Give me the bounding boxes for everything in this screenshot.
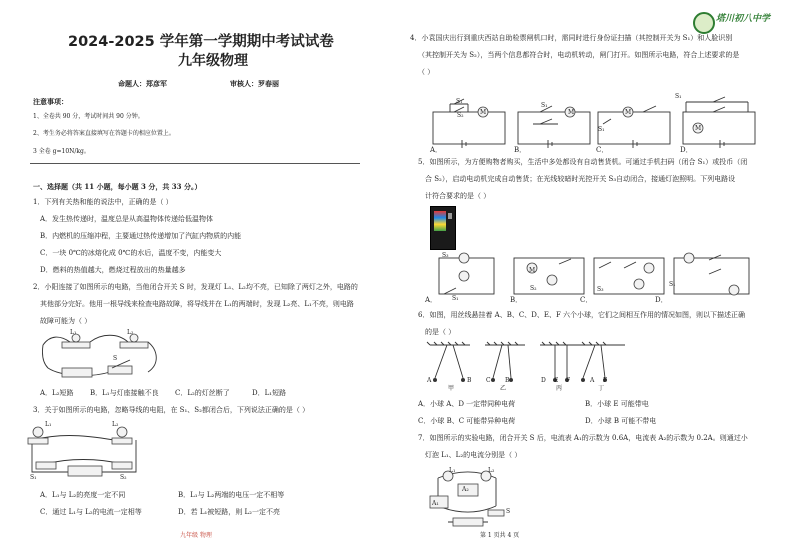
circuit-c — [594, 258, 664, 294]
label-s2: S₂ — [120, 474, 127, 481]
option-c: C．L₂的灯丝断了 — [175, 389, 230, 397]
question-stem: 7．如图所示的实验电路，闭合开关 S 后，电流表 A₁的示数为 0.6A，电流表 A₂的示数为 0.2A。则通过小 — [418, 434, 748, 442]
option-b: B．小球 E 可能带电 — [585, 400, 649, 408]
exam-subtitle: 九年级物理 — [178, 53, 248, 69]
group-label: 乙 — [500, 385, 507, 392]
question-stem: 2．小阳连接了如图所示的电路，当他闭合开关 S 时，发现灯 L₁、L₂均不亮，已知除了两灯之外，电路的 — [33, 283, 358, 291]
q3-circuit-figure — [18, 422, 148, 484]
note-item: 3 全卷 g=10N/kg。 — [33, 148, 90, 155]
lamp-icon — [729, 285, 739, 295]
ball-label: C — [486, 377, 491, 384]
option-b: B．L₁与 L₂两端的电压一定不相等 — [178, 491, 285, 499]
question-stem: 其他部分完好。他用一根导线来检查电路故障，将导线并在 L₁的两端时，发现 L₂亮、L₁不亮，则电路 — [40, 300, 354, 308]
label-l2: L₂ — [127, 329, 134, 336]
question-stem: （ ） — [418, 68, 435, 76]
option-a: A．发生热传递时，温度总是从高温物体传递给低温物体 — [40, 215, 214, 223]
lamp-holder-l1 — [28, 438, 48, 444]
ball-label: A — [427, 377, 432, 384]
label-s1: S₁ — [675, 93, 682, 100]
bulb-icon — [33, 427, 43, 437]
lamp-icon — [547, 275, 557, 285]
label-s: S — [113, 355, 118, 362]
option-c: C．一块 0℃的冰熔化成 0℃的水后，温度不变，内能变大 — [40, 249, 222, 257]
question-stem: 灯泡 L₁、L₂的电流分别是（ ） — [425, 451, 522, 459]
option-c: C． — [580, 296, 593, 304]
lamp-holder-l1 — [62, 342, 90, 348]
note-item: 2、考生务必将答案直接填写在答题卡的相应位置上。 — [33, 130, 175, 137]
reviewer-label: 审核人：罗春丽 — [230, 79, 279, 88]
lamp-icon — [684, 253, 694, 263]
option-a: A． — [430, 146, 443, 154]
option-a: A．小球 A、D 一定带同种电荷 — [418, 400, 516, 408]
label-s3: S₃ — [442, 252, 449, 259]
circuit-c — [598, 112, 670, 144]
vending-machine-image — [430, 206, 456, 250]
option-d: D． — [655, 296, 668, 304]
switch-icon — [112, 462, 132, 469]
lamp-holder-l2 — [120, 342, 148, 348]
notes-heading: 注意事项： — [33, 97, 68, 106]
group-label: 丁 — [598, 385, 605, 392]
option-c: C．小球 B、C 可能带异种电荷 — [418, 417, 516, 425]
switch-icon — [36, 462, 56, 469]
label-l1: L₁ — [70, 329, 77, 336]
school-emblem-icon — [693, 12, 715, 34]
note-item: 1、全卷共 90 分，考试时间共 90 分钟。 — [33, 113, 144, 120]
option-b: B． — [514, 146, 527, 154]
label-l1: L₁ — [449, 467, 456, 474]
label-s1: S₁ — [452, 295, 459, 302]
group-label: 甲 — [448, 385, 455, 392]
question-stem: 计符合要求的是（ ） — [425, 192, 491, 200]
label-s1: S₁ — [669, 281, 676, 288]
label-s3: S₃ — [597, 286, 604, 293]
label-s: S — [506, 508, 511, 515]
circuit-b — [518, 112, 590, 144]
ball-label: F — [603, 377, 608, 384]
label-s1: S₁ — [456, 98, 463, 105]
option-c: C． — [596, 146, 609, 154]
question-stem: 3．关于如图所示的电路，忽略导线的电阻，在 S₁、S₂都闭合后，下列说法正确的是（ ） — [33, 406, 310, 414]
group-label: 丙 — [556, 385, 563, 392]
ball-label: D — [541, 377, 546, 384]
label-a2: A₂ — [462, 486, 469, 493]
option-d: D． — [680, 146, 693, 154]
ball-label: F — [566, 377, 571, 384]
question-stem: 合 S₂），启动电动机完成自动售货；在光线较暗时光控开关 S₃自动闭合，接通灯泡照明。下列电路设 — [425, 175, 736, 183]
lamp-icon — [459, 253, 469, 263]
option-c: C．通过 L₁与 L₂的电流一定相等 — [40, 508, 142, 516]
motor-icon — [459, 271, 469, 281]
option-d: D．若 L₁被短路，则 L₂一定不亮 — [178, 508, 280, 516]
label-s2: S₂ — [530, 285, 537, 292]
ball-label: B — [467, 377, 472, 384]
label-s1: S₁ — [541, 102, 548, 109]
switch-icon — [108, 366, 132, 374]
question-stem: 4．小袁国庆出行到重庆西站自助检票闸机口时，需同时进行身份证扫描（其控制开关为 S₁）和人脸识别 — [410, 34, 733, 42]
question-stem: （其控制开关为 S₂），当两个信息都符合时，电动机转动，闸门打开。如图所示电路，符合上述要求的是 — [418, 51, 740, 59]
school-logo-text: 塔川初八中学 — [716, 14, 771, 24]
q6-pendulum-figure — [425, 342, 755, 392]
exam-title: 2024-2025 学年第一学期期中考试试卷 — [68, 34, 334, 50]
label-s1: S₁ — [30, 474, 37, 481]
option-a: A．L₁与 L₂的亮度一定不同 — [40, 491, 126, 499]
label-motor: M — [568, 109, 575, 116]
option-d: D．小球 B 可能不带电 — [585, 417, 657, 425]
question-stem: 5．如图所示，为方便购物者购买，生活中多处都设有自动售货机。可通过手机扫码（闭合 S₁）或投币（闭 — [418, 158, 748, 166]
label-s2: S₂ — [457, 112, 464, 119]
q7-circuit-figure — [418, 466, 518, 528]
q5-circuit-options — [434, 250, 754, 300]
battery-icon — [62, 368, 92, 377]
label-motor: M — [695, 125, 702, 132]
label-motor: M — [625, 109, 632, 116]
lamp-holder-l2 — [112, 438, 132, 444]
option-a: A．L₂短路 — [40, 389, 74, 397]
section-heading: 一、选择题（共 11 小题，每小题 3 分，共 33 分。） — [33, 182, 202, 191]
label-s1: S₁ — [598, 126, 605, 133]
circuit-a — [433, 112, 505, 144]
label-l2: L₂ — [488, 467, 495, 474]
option-d: D．燃料的热值越大，燃烧过程放出的热量越多 — [40, 266, 186, 274]
battery-icon — [453, 518, 483, 526]
question-stem: 1．下列有关热和能的说法中，正确的是（ ） — [33, 198, 173, 206]
motor-icon — [644, 263, 654, 273]
question-stem: 故障可能为（ ） — [40, 317, 92, 325]
option-b: B．L₁与灯座接触不良 — [90, 389, 159, 397]
battery-icon — [68, 466, 102, 476]
q4-circuit-options — [428, 94, 758, 150]
footer-left: 九年级 物理 — [180, 532, 212, 539]
ball-label: A — [590, 377, 595, 384]
label-motor: M — [529, 267, 536, 274]
author-label: 命题人：郑彦军 — [118, 79, 167, 88]
q2-circuit-figure — [40, 330, 160, 380]
label-motor: M — [480, 109, 487, 116]
option-a: A． — [425, 296, 438, 304]
switch-icon — [488, 510, 504, 516]
ball-label: B — [505, 377, 510, 384]
bulb-icon — [117, 427, 127, 437]
label-l1: L₁ — [45, 421, 52, 428]
question-stem: 的是（ ） — [425, 328, 456, 336]
ball-label: E — [554, 377, 559, 384]
option-b: B． — [510, 296, 523, 304]
footer-page: 第 1 页共 4 页 — [480, 532, 520, 539]
option-b: B．内燃机的压缩冲程，主要通过热传递增加了汽缸内物质的内能 — [40, 232, 242, 240]
option-d: D．L₁短路 — [252, 389, 287, 397]
divider — [30, 163, 360, 164]
question-stem: 6．如图，用丝线悬挂着 A、B、C、D、E、F 六个小球，它们之间相互作用的情况如图，则以下描述正确 — [418, 311, 746, 319]
label-l2: L₂ — [112, 421, 119, 428]
lamp-icon — [634, 279, 644, 289]
label-a1: A₁ — [432, 500, 439, 507]
